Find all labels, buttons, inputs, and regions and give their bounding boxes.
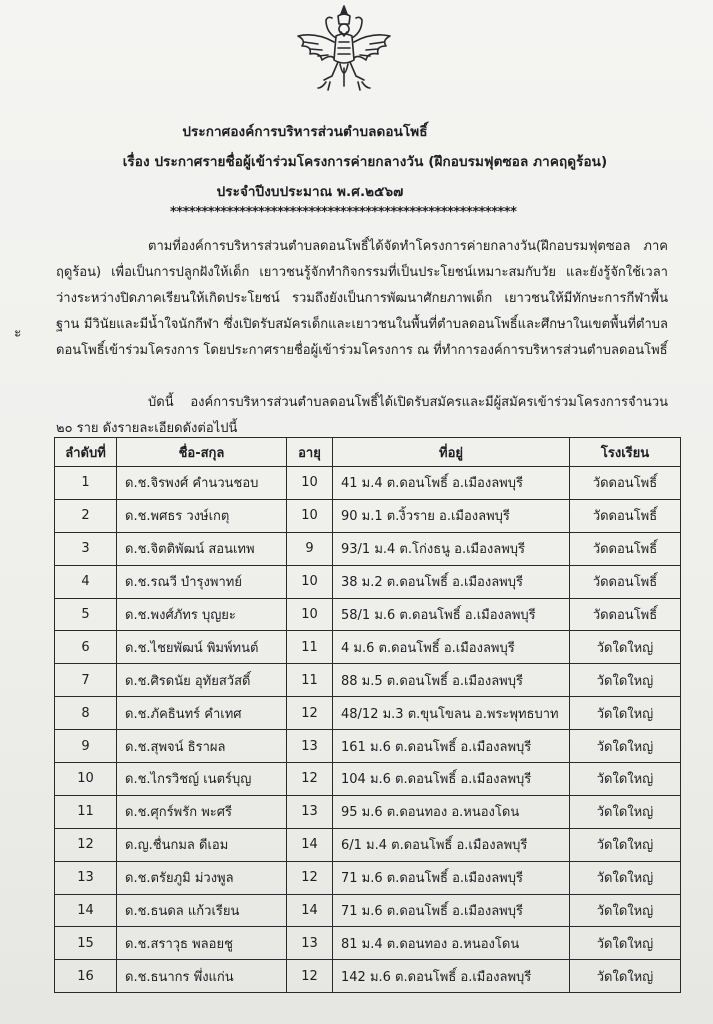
row-no: 11 (55, 795, 117, 828)
row-address: 71 ม.6 ต.ดอนโพธิ์ อ.เมืองลพบุรี (333, 861, 570, 894)
row-school: วัดใดใหญ่ (570, 631, 681, 664)
table-row (55, 631, 681, 664)
row-age: 12 (287, 697, 333, 730)
row-age: 10 (287, 499, 333, 532)
table-row (55, 861, 681, 894)
row-address: 95 ม.6 ต.ดอนทอง อ.หนองโดน (333, 795, 570, 828)
row-name: ด.ช.ไชยพัฒน์ พิมพ์ทนต์ (117, 631, 287, 664)
row-no: 10 (55, 763, 117, 796)
row-address: 90 ม.1 ต.งิ้วราย อ.เมืองลพบุรี (333, 499, 570, 532)
row-school: วัดดอนโพธิ์ (570, 467, 681, 500)
row-school: วัดใดใหญ่ (570, 960, 681, 993)
row-address: 161 ม.6 ต.ดอนโพธิ์ อ.เมืองลพบุรี (333, 730, 570, 763)
row-address: 93/1 ม.4 ต.โก่งธนู อ.เมืองลพบุรี (333, 532, 570, 565)
table-row (55, 795, 681, 828)
column-header-address: ที่อยู่ (333, 438, 570, 467)
table-row (55, 763, 681, 796)
row-name: ด.ช.สราวุธ พลอยชู (117, 927, 287, 960)
row-school: วัดใดใหญ่ (570, 828, 681, 861)
row-no: 16 (55, 960, 117, 993)
row-name: ด.ช.พศธร วงษ์เกตุ (117, 499, 287, 532)
separator-line: ******************************************************* (170, 205, 517, 220)
table-row (55, 960, 681, 993)
row-address: 6/1 ม.4 ต.ดอนโพธิ์ อ.เมืองลพบุรี (333, 828, 570, 861)
row-age: 12 (287, 763, 333, 796)
row-age: 14 (287, 894, 333, 927)
row-school: วัดดอนโพธิ์ (570, 565, 681, 598)
table-row (55, 565, 681, 598)
row-age: 14 (287, 828, 333, 861)
row-name: ด.ช.จิตติพัฒน์ สอนเทพ (117, 532, 287, 565)
column-header-name: ชื่อ-สกุล (117, 438, 287, 467)
row-name: ด.ช.สุพจน์ ธิราผล (117, 730, 287, 763)
row-no: 15 (55, 927, 117, 960)
row-school: วัดดอนโพธิ์ (570, 499, 681, 532)
garuda-emblem-icon (292, 2, 396, 94)
row-school: วัดใดใหญ่ (570, 894, 681, 927)
table-row (55, 828, 681, 861)
fiscal-year: ประจำปีงบประมาณ พ.ศ.๒๕๖๗ (216, 184, 404, 200)
row-address: 81 ม.4 ต.ดอนทอง อ.หนองโดน (333, 927, 570, 960)
row-school: วัดใดใหญ่ (570, 927, 681, 960)
row-age: 12 (287, 960, 333, 993)
row-age: 10 (287, 467, 333, 500)
row-address: 88 ม.5 ต.ดอนโพธิ์ อ.เมืองลพบุรี (333, 664, 570, 697)
announcement-title: ประกาศองค์การบริหารส่วนตำบลดอนโพธิ์ (182, 124, 428, 140)
row-no: 9 (55, 730, 117, 763)
row-no: 13 (55, 861, 117, 894)
row-name: ด.ช.ศุกร์พรัก พะศรี (117, 795, 287, 828)
table-row (55, 499, 681, 532)
row-address: 48/12 ม.3 ต.ขุนโขลน อ.พระพุทธบาท (333, 697, 570, 730)
row-age: 10 (287, 598, 333, 631)
row-no: 2 (55, 499, 117, 532)
table-row (55, 894, 681, 927)
announcement-subject: เรื่อง ประกาศรายชื่อผู้เข้าร่วมโครงการค่ายกลางวัน (ฝึกอบรมฟุตซอล ภาคฤดูร้อน) (122, 154, 608, 170)
row-address: 4 ม.6 ต.ดอนโพธิ์ อ.เมืองลพบุรี (333, 631, 570, 664)
table-row (55, 598, 681, 631)
row-name: ด.ช.ศิรดนัย อุทัยสวัสดิ์ (117, 664, 287, 697)
row-age: 13 (287, 730, 333, 763)
row-address: 104 ม.6 ต.ดอนโพธิ์ อ.เมืองลพบุรี (333, 763, 570, 796)
row-name: ด.ช.ไกรวิชญ์ เนตร์บุญ (117, 763, 287, 796)
table-row (55, 730, 681, 763)
body-paragraph-1: ตามที่องค์การบริหารส่วนตำบลดอนโพธิ์ได้จัดทำโครงการค่ายกลางวัน(ฝึกอบรมฟุตซอล ภาคฤดูร้อน) เพื่อเป็นการปลูกฝังให้เด็ก เยาวชนรู้จักทำกิจกรรมที่เป็นประโยชน์เหมาะสมกับวัย และยังรู้จักใช้เวลาว่างระหว่างปิดภาคเรียนให้เกิดประโยชน์ รวมถึงยังเป็นการพัฒนาศักยภาพเด็ก เยาวชนให้มีทักษะการกีฬาพื้นฐาน มีวินัยและมีน้ำใจนักกีฬา ซึ่งเปิดรับสมัครเด็กและเยาวชนในพื้นที่ตำบลดอนโพธิ์และศึกษาในเขตพื้นที่ตำบลดอนโพธิ์เข้าร่วมโครงการ โดยประกาศรายชื่อผู้เข้าร่วมโครงการ ณ ที่ทำการองค์การบริหารส่วนตำบลดอนโพธิ์ (56, 239, 668, 358)
row-address: 41 ม.4 ต.ดอนโพธิ์ อ.เมืองลพบุรี (333, 467, 570, 500)
row-age: 13 (287, 927, 333, 960)
table-header-row (55, 438, 681, 467)
row-school: วัดใดใหญ่ (570, 763, 681, 796)
row-no: 6 (55, 631, 117, 664)
row-name: ด.ช.ภัคธินทร์ คำเทศ (117, 697, 287, 730)
row-age: 12 (287, 861, 333, 894)
participants-table (54, 437, 681, 993)
column-header-no: ลำดับที่ (55, 438, 117, 467)
row-school: วัดใดใหญ่ (570, 730, 681, 763)
row-age: 9 (287, 532, 333, 565)
table-row (55, 664, 681, 697)
row-age: 11 (287, 664, 333, 697)
row-name: ด.ช.ธนากร พึ่งแก่น (117, 960, 287, 993)
row-no: 7 (55, 664, 117, 697)
row-school: วัดดอนโพธิ์ (570, 598, 681, 631)
table-row (55, 927, 681, 960)
row-no: 5 (55, 598, 117, 631)
row-name: ด.ญ.ชื่นกมล ดีเอม (117, 828, 287, 861)
row-no: 4 (55, 565, 117, 598)
row-no: 14 (55, 894, 117, 927)
row-name: ด.ช.รณวี บำรุงพาทย์ (117, 565, 287, 598)
row-age: 13 (287, 795, 333, 828)
row-address: 71 ม.6 ต.ดอนโพธิ์ อ.เมืองลพบุรี (333, 894, 570, 927)
row-name: ด.ช.จิรพงศ์ คำนวนชอบ (117, 467, 287, 500)
row-address: 142 ม.6 ต.ดอนโพธิ์ อ.เมืองลพบุรี (333, 960, 570, 993)
row-school: วัดใดใหญ่ (570, 664, 681, 697)
column-header-school: โรงเรียน (570, 438, 681, 467)
row-name: ด.ช.พงศ์ภัทร บุญยะ (117, 598, 287, 631)
row-no: 1 (55, 467, 117, 500)
table-row (55, 467, 681, 500)
table-row (55, 697, 681, 730)
row-school: วัดดอนโพธิ์ (570, 532, 681, 565)
row-name: ด.ช.ธนดล แก้วเรียน (117, 894, 287, 927)
row-school: วัดใดใหญ่ (570, 861, 681, 894)
row-name: ด.ช.ตรัยภูมิ ม่วงพูล (117, 861, 287, 894)
row-address: 38 ม.2 ต.ดอนโพธิ์ อ.เมืองลพบุรี (333, 565, 570, 598)
row-no: 3 (55, 532, 117, 565)
table-row (55, 532, 681, 565)
column-header-age: อายุ (287, 438, 333, 467)
row-school: วัดใดใหญ่ (570, 697, 681, 730)
margin-mark: ะ (14, 325, 22, 341)
row-age: 10 (287, 565, 333, 598)
row-no: 8 (55, 697, 117, 730)
row-no: 12 (55, 828, 117, 861)
row-age: 11 (287, 631, 333, 664)
body-paragraph-2: บัดนี้ องค์การบริหารส่วนตำบลดอนโพธิ์ได้เปิดรับสมัครและมีผู้สมัครเข้าร่วมโครงการจำนวน ๒๐ ราย ดังรายละเอียดดังต่อไปนี้ (56, 395, 668, 436)
row-address: 58/1 ม.6 ต.ดอนโพธิ์ อ.เมืองลพบุรี (333, 598, 570, 631)
row-school: วัดใดใหญ่ (570, 795, 681, 828)
